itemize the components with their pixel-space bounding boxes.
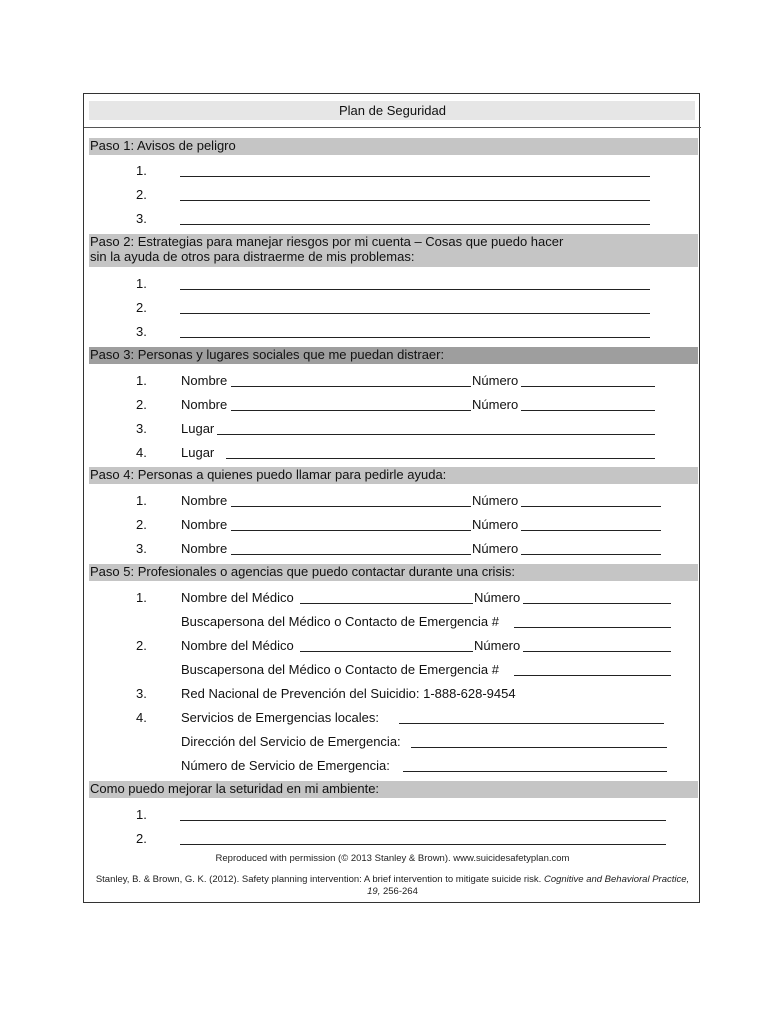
step-2-item-3-number: 3. xyxy=(136,324,147,339)
step-5-item-2-number: 2. xyxy=(136,638,147,653)
step-5-service-number-label: Número de Servicio de Emergencia: xyxy=(181,758,390,773)
step-3-item-4-label: Lugar xyxy=(181,445,215,460)
environment-header-text: Como puedo mejorar la seturidad en mi ambiente: xyxy=(90,781,380,796)
step-1-item-3-number: 3. xyxy=(136,211,147,226)
step-4-item-1-number-line[interactable] xyxy=(521,506,661,507)
step-3-item-1-label2: Número xyxy=(472,373,519,388)
step-4-item-2-label: Nombre xyxy=(181,517,228,532)
citation xyxy=(94,874,691,898)
step-4-item-3-name-line[interactable] xyxy=(231,554,471,555)
citation-pages: 256-264 xyxy=(382,886,418,897)
step-2-item-2-number: 2. xyxy=(136,300,147,315)
step-1-item-1-line[interactable] xyxy=(180,176,650,177)
step-4-item-3-label2: Número xyxy=(472,541,519,556)
step-3-header xyxy=(89,347,698,364)
permission-note: Reproduced with permission (© 2013 Stanley & Brown). www.suicidesafetyplan.com xyxy=(215,853,570,864)
step-5-item-2-pager-label: Buscapersona del Médico o Contacto de Emergencia # xyxy=(181,662,499,677)
step-4-item-3-number: 3. xyxy=(136,541,147,556)
step-3-item-2-label: Nombre xyxy=(181,397,228,412)
step-5-item-1-label2: Número xyxy=(474,590,521,605)
step-4-item-2-number: 2. xyxy=(136,517,147,532)
step-2-header-line-1: Paso 2: Estrategias para manejar riesgos por mi cuenta – Cosas que puedo hacer xyxy=(90,234,564,249)
step-5-item-1-pager-label: Buscapersona del Médico o Contacto de Emergencia # xyxy=(181,614,499,629)
step-2-item-2-line[interactable] xyxy=(180,313,650,314)
step-5-item-4-line[interactable] xyxy=(399,723,664,724)
step-5-item-2-pager-line[interactable] xyxy=(514,675,671,676)
step-5-item-1-pager-line[interactable] xyxy=(514,627,671,628)
step-3-item-4-line[interactable] xyxy=(226,458,655,459)
step-5-item-2-label2: Número xyxy=(474,638,521,653)
form-title: Plan de Seguridad xyxy=(339,103,446,118)
step-3-item-3-line[interactable] xyxy=(217,434,655,435)
step-4-item-2-label2: Número xyxy=(472,517,519,532)
step-4-item-1-label: Nombre xyxy=(181,493,228,508)
step-5-address-label: Dirección del Servicio de Emergencia: xyxy=(181,734,401,749)
step-4-item-1-name-line[interactable] xyxy=(231,506,471,507)
environment-item-1-number: 1. xyxy=(136,807,147,822)
step-5-item-2-label: Nombre del Médico xyxy=(181,638,294,653)
step-5-item-1-number: 1. xyxy=(136,590,147,605)
step-2-header xyxy=(89,234,698,267)
citation-plain: Stanley, B. & Brown, G. K. (2012). Safety planning intervention: A brief intervention to mitigate suicide risk. xyxy=(95,874,542,885)
step-3-item-3-label: Lugar xyxy=(181,421,215,436)
step-2-item-1-line[interactable] xyxy=(180,289,650,290)
step-3-item-1-name-line[interactable] xyxy=(231,386,471,387)
step-5-address-line[interactable] xyxy=(411,747,667,748)
step-1-header xyxy=(89,138,698,155)
step-2-header-line-2: sin la ayuda de otros para distraerme de mis problemas: xyxy=(90,249,415,264)
environment-item-1-line[interactable] xyxy=(180,820,666,821)
step-5-item-4-label: Servicios de Emergencias locales: xyxy=(181,710,379,725)
step-5-item-3-label: Red Nacional de Prevención del Suicidio: 1-888-628-9454 xyxy=(181,686,516,701)
environment-header xyxy=(89,781,698,798)
environment-item-2-line[interactable] xyxy=(180,844,666,845)
step-3-item-1-number: 1. xyxy=(136,373,147,388)
step-1-item-2-line[interactable] xyxy=(180,200,650,201)
step-3-item-2-number: 2. xyxy=(136,397,147,412)
step-5-item-1-number-line[interactable] xyxy=(523,603,671,604)
step-4-item-3-label: Nombre xyxy=(181,541,228,556)
step-5-item-1-label: Nombre del Médico xyxy=(181,590,294,605)
title-divider xyxy=(84,127,701,128)
step-3-item-3-number: 3. xyxy=(136,421,147,436)
step-1-item-1-number: 1. xyxy=(136,163,147,178)
environment-item-2-number: 2. xyxy=(136,831,147,846)
step-5-item-1-name-line[interactable] xyxy=(300,603,473,604)
step-4-item-3-number-line[interactable] xyxy=(521,554,661,555)
step-5-item-3-number: 3. xyxy=(136,686,147,701)
step-4-header xyxy=(89,467,698,484)
step-5-header-text: Paso 5: Profesionales o agencias que puedo contactar durante una crisis: xyxy=(90,564,515,579)
step-3-item-1-number-line[interactable] xyxy=(521,386,655,387)
citation-journal: Cognitive and Behavioral Practice, 19, xyxy=(367,874,690,897)
step-2-item-3-line[interactable] xyxy=(180,337,650,338)
safety-plan-form xyxy=(83,93,700,903)
step-4-header-text: Paso 4: Personas a quienes puedo llamar para pedirle ayuda: xyxy=(90,467,447,482)
step-3-header-text: Paso 3: Personas y lugares sociales que me puedan distraer: xyxy=(90,347,445,362)
step-5-item-2-name-line[interactable] xyxy=(300,651,473,652)
step-3-item-1-label: Nombre xyxy=(181,373,228,388)
step-4-item-1-number: 1. xyxy=(136,493,147,508)
step-1-item-2-number: 2. xyxy=(136,187,147,202)
step-5-item-4-number: 4. xyxy=(136,710,147,725)
step-3-item-2-label2: Número xyxy=(472,397,519,412)
step-5-item-2-number-line[interactable] xyxy=(523,651,671,652)
step-1-item-3-line[interactable] xyxy=(180,224,650,225)
step-3-item-2-name-line[interactable] xyxy=(231,410,471,411)
step-5-service-number-line[interactable] xyxy=(403,771,667,772)
step-2-item-1-number: 1. xyxy=(136,276,147,291)
step-3-item-2-number-line[interactable] xyxy=(521,410,655,411)
step-4-item-2-number-line[interactable] xyxy=(521,530,661,531)
step-3-item-4-number: 4. xyxy=(136,445,147,460)
step-5-header xyxy=(89,564,698,581)
step-4-item-1-label2: Número xyxy=(472,493,519,508)
step-4-item-2-name-line[interactable] xyxy=(231,530,471,531)
step-1-header-text: Paso 1: Avisos de peligro xyxy=(90,138,236,153)
